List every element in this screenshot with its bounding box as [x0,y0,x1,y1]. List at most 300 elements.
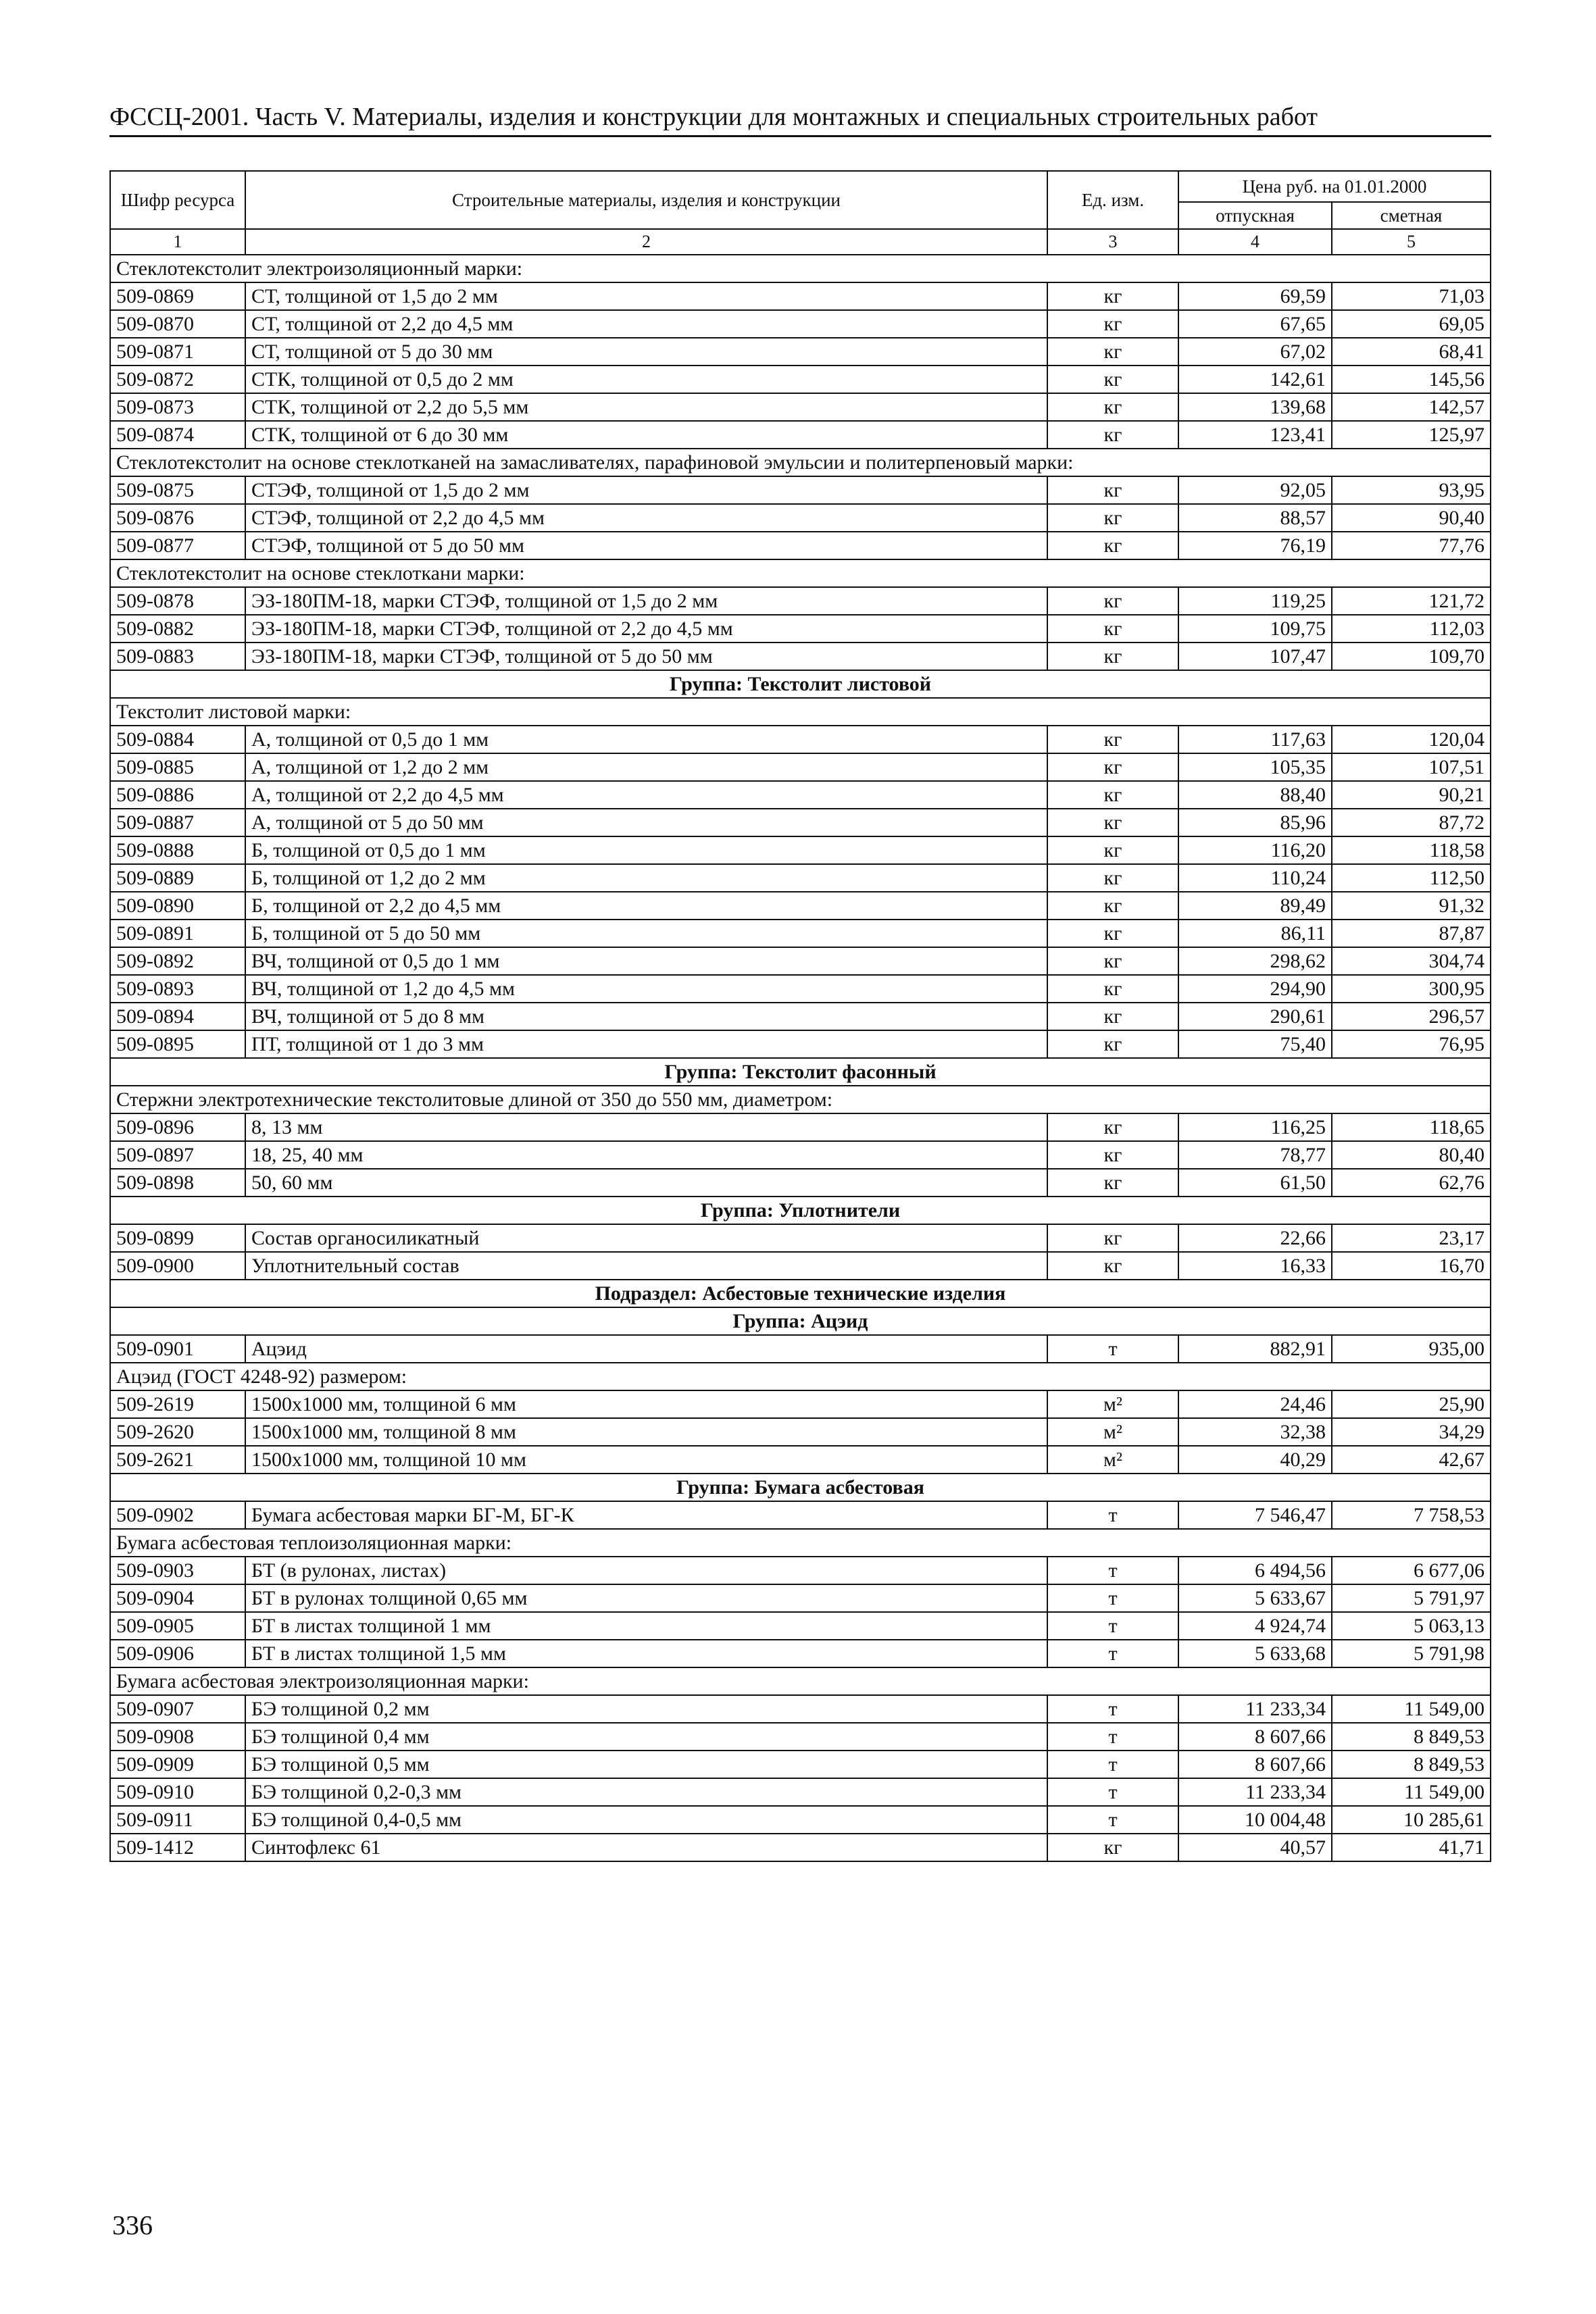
category-heading: Ацэид (ГОСТ 4248-92) размером: [110,1363,1491,1390]
estimate-price: 109,70 [1332,643,1491,670]
material-name: 8, 13 мм [245,1113,1047,1141]
unit-of-measure: м² [1047,1446,1178,1474]
unit-of-measure: т [1047,1584,1178,1612]
release-price: 11 233,34 [1178,1778,1332,1806]
material-name: БТ в рулонах толщиной 0,65 мм [245,1584,1047,1612]
estimate-price: 93,95 [1332,476,1491,504]
estimate-price: 300,95 [1332,975,1491,1003]
estimate-price: 296,57 [1332,1003,1491,1030]
estimate-price: 80,40 [1332,1141,1491,1169]
resource-code: 509-1412 [110,1834,245,1861]
resource-code: 509-0895 [110,1030,245,1058]
material-name: БЭ толщиной 0,5 мм [245,1751,1047,1778]
resource-code: 509-0873 [110,393,245,421]
release-price: 67,02 [1178,338,1332,366]
material-name: СТЭФ, толщиной от 2,2 до 4,5 мм [245,504,1047,532]
column-number: 4 [1178,229,1332,255]
estimate-price: 23,17 [1332,1224,1491,1252]
page-number: 336 [112,2210,153,2240]
unit-of-measure: т [1047,1557,1178,1584]
table-row [110,366,1491,393]
unit-of-measure: кг [1047,864,1178,892]
release-price: 67,65 [1178,310,1332,338]
table-body [110,255,1491,1861]
release-price: 123,41 [1178,421,1332,449]
table-row [110,1030,1491,1058]
release-price: 139,68 [1178,393,1332,421]
resource-code: 509-0871 [110,338,245,366]
subsection-title: Подраздел: Асбестовые технические изделия [110,1280,1491,1307]
resource-code: 509-0905 [110,1612,245,1640]
material-name: СТК, толщиной от 0,5 до 2 мм [245,366,1047,393]
table-row [110,1335,1491,1363]
unit-of-measure: м² [1047,1418,1178,1446]
material-name: ПТ, толщиной от 1 до 3 мм [245,1030,1047,1058]
material-name: БТ в листах толщиной 1,5 мм [245,1640,1047,1667]
unit-of-measure: кг [1047,836,1178,864]
resource-code: 509-0901 [110,1335,245,1363]
material-name: А, толщиной от 2,2 до 4,5 мм [245,781,1047,809]
unit-of-measure: т [1047,1695,1178,1723]
resource-code: 509-0899 [110,1224,245,1252]
resource-code: 509-0872 [110,366,245,393]
category-heading-row [110,698,1491,726]
release-price: 88,57 [1178,504,1332,532]
resource-code: 509-0870 [110,310,245,338]
table-row [110,975,1491,1003]
estimate-price: 77,76 [1332,532,1491,559]
table-row [110,726,1491,753]
estimate-price: 304,74 [1332,947,1491,975]
estimate-price: 125,97 [1332,421,1491,449]
unit-of-measure: кг [1047,1003,1178,1030]
material-name: СТ, толщиной от 2,2 до 4,5 мм [245,310,1047,338]
estimate-price: 8 849,53 [1332,1751,1491,1778]
unit-of-measure: кг [1047,781,1178,809]
unit-of-measure: кг [1047,643,1178,670]
material-name: ВЧ, толщиной от 0,5 до 1 мм [245,947,1047,975]
category-heading-row [110,559,1491,587]
resource-code: 509-0900 [110,1252,245,1280]
table-row [110,504,1491,532]
estimate-price: 118,58 [1332,836,1491,864]
category-heading-row [110,1363,1491,1390]
table-row [110,587,1491,615]
column-number: 5 [1332,229,1491,255]
estimate-price: 145,56 [1332,366,1491,393]
material-name: ЭЗ-180ПМ-18, марки СТЭФ, толщиной от 2,2 до 4,5 мм [245,615,1047,643]
estimate-price: 112,03 [1332,615,1491,643]
material-name: А, толщиной от 1,2 до 2 мм [245,753,1047,781]
resource-code: 509-0904 [110,1584,245,1612]
group-title-row [110,670,1491,698]
unit-of-measure: кг [1047,393,1178,421]
resource-code: 509-0885 [110,753,245,781]
unit-of-measure: кг [1047,1224,1178,1252]
unit-of-measure: кг [1047,366,1178,393]
estimate-price: 71,03 [1332,282,1491,310]
column-header-price: Цена руб. на 01.01.2000 [1178,171,1491,202]
resource-code: 509-0887 [110,809,245,836]
release-price: 107,47 [1178,643,1332,670]
resource-code: 509-0882 [110,615,245,643]
group-title-row [110,1058,1491,1086]
column-number: 3 [1047,229,1178,255]
table-row [110,421,1491,449]
table-row [110,864,1491,892]
table-row [110,1224,1491,1252]
table-row [110,615,1491,643]
estimate-price: 7 758,53 [1332,1501,1491,1529]
resource-code: 509-0897 [110,1141,245,1169]
resource-code: 509-0898 [110,1169,245,1197]
resource-code: 509-0878 [110,587,245,615]
estimate-price: 142,57 [1332,393,1491,421]
category-heading-row [110,449,1491,476]
resource-code: 509-0886 [110,781,245,809]
material-name: А, толщиной от 0,5 до 1 мм [245,726,1047,753]
resource-code: 509-0877 [110,532,245,559]
resource-code: 509-0907 [110,1695,245,1723]
unit-of-measure: т [1047,1640,1178,1667]
price-table [109,170,1491,1862]
resource-code: 509-0888 [110,836,245,864]
unit-of-measure: кг [1047,1113,1178,1141]
table-row [110,1723,1491,1751]
resource-code: 509-2620 [110,1418,245,1446]
estimate-price: 90,40 [1332,504,1491,532]
release-price: 86,11 [1178,920,1332,947]
table-row [110,1695,1491,1723]
table-row [110,1418,1491,1446]
subsection-title-row [110,1280,1491,1307]
estimate-price: 935,00 [1332,1335,1491,1363]
resource-code: 509-0892 [110,947,245,975]
unit-of-measure: кг [1047,587,1178,615]
table-row [110,1834,1491,1861]
table-row [110,1113,1491,1141]
column-header-release: отпускная [1178,202,1332,229]
material-name: СТ, толщиной от 5 до 30 мм [245,338,1047,366]
material-name: БЭ толщиной 0,2 мм [245,1695,1047,1723]
unit-of-measure: т [1047,1723,1178,1751]
table-row [110,643,1491,670]
unit-of-measure: кг [1047,1030,1178,1058]
page-header: ФССЦ-2001. Часть V. Материалы, изделия и конструкции для монтажных и специальных строительных работ [109,101,1491,137]
category-heading: Стеклотекстолит электроизоляционный марки: [110,255,1491,282]
resource-code: 509-0883 [110,643,245,670]
release-price: 7 546,47 [1178,1501,1332,1529]
release-price: 109,75 [1178,615,1332,643]
unit-of-measure: т [1047,1335,1178,1363]
group-title-row [110,1307,1491,1335]
table-row [110,1169,1491,1197]
material-name: СТЭФ, толщиной от 5 до 50 мм [245,532,1047,559]
estimate-price: 25,90 [1332,1390,1491,1418]
material-name: 1500х1000 мм, толщиной 10 мм [245,1446,1047,1474]
release-price: 882,91 [1178,1335,1332,1363]
group-title: Группа: Бумага асбестовая [110,1474,1491,1501]
table-row [110,1806,1491,1834]
material-name: БТ в листах толщиной 1 мм [245,1612,1047,1640]
release-price: 298,62 [1178,947,1332,975]
group-title-row [110,1474,1491,1501]
category-heading-row [110,1529,1491,1557]
column-header-estimate: сметная [1332,202,1491,229]
estimate-price: 121,72 [1332,587,1491,615]
table-row [110,1141,1491,1169]
estimate-price: 42,67 [1332,1446,1491,1474]
estimate-price: 11 549,00 [1332,1695,1491,1723]
table-row [110,282,1491,310]
unit-of-measure: кг [1047,532,1178,559]
material-name: Ацэид [245,1335,1047,1363]
unit-of-measure: кг [1047,1834,1178,1861]
material-name: 50, 60 мм [245,1169,1047,1197]
category-heading-row [110,1667,1491,1695]
estimate-price: 62,76 [1332,1169,1491,1197]
release-price: 24,46 [1178,1390,1332,1418]
estimate-price: 118,65 [1332,1113,1491,1141]
estimate-price: 91,32 [1332,892,1491,920]
estimate-price: 5 791,98 [1332,1640,1491,1667]
unit-of-measure: кг [1047,1252,1178,1280]
table-row [110,892,1491,920]
material-name: Б, толщиной от 5 до 50 мм [245,920,1047,947]
material-name: СТК, толщиной от 2,2 до 5,5 мм [245,393,1047,421]
release-price: 22,66 [1178,1224,1332,1252]
table-row [110,1252,1491,1280]
table-row [110,393,1491,421]
release-price: 89,49 [1178,892,1332,920]
material-name: Состав органосиликатный [245,1224,1047,1252]
release-price: 78,77 [1178,1141,1332,1169]
release-price: 16,33 [1178,1252,1332,1280]
category-heading: Стеклотекстолит на основе стеклоткани марки: [110,559,1491,587]
material-name: БЭ толщиной 0,4 мм [245,1723,1047,1751]
estimate-price: 90,21 [1332,781,1491,809]
category-heading: Бумага асбестовая теплоизоляционная марки: [110,1529,1491,1557]
release-price: 75,40 [1178,1030,1332,1058]
resource-code: 509-0910 [110,1778,245,1806]
release-price: 116,20 [1178,836,1332,864]
table-row [110,947,1491,975]
group-title-row [110,1197,1491,1224]
release-price: 88,40 [1178,781,1332,809]
release-price: 32,38 [1178,1418,1332,1446]
material-name: ЭЗ-180ПМ-18, марки СТЭФ, толщиной от 5 до 50 мм [245,643,1047,670]
unit-of-measure: кг [1047,282,1178,310]
unit-of-measure: т [1047,1806,1178,1834]
table-row [110,1778,1491,1806]
category-heading: Стержни электротехнические текстолитовые длиной от 350 до 550 мм, диаметром: [110,1086,1491,1113]
table-row [110,1640,1491,1667]
unit-of-measure: т [1047,1751,1178,1778]
estimate-price: 5 063,13 [1332,1612,1491,1640]
table-row [110,310,1491,338]
table-row [110,1501,1491,1529]
table-row [110,809,1491,836]
table-row [110,1003,1491,1030]
estimate-price: 76,95 [1332,1030,1491,1058]
table-row [110,1390,1491,1418]
resource-code: 509-0893 [110,975,245,1003]
release-price: 6 494,56 [1178,1557,1332,1584]
resource-code: 509-0874 [110,421,245,449]
table-row [110,1584,1491,1612]
unit-of-measure: кг [1047,753,1178,781]
table-row [110,532,1491,559]
material-name: 1500х1000 мм, толщиной 6 мм [245,1390,1047,1418]
unit-of-measure: кг [1047,615,1178,643]
unit-of-measure: кг [1047,504,1178,532]
table-row [110,338,1491,366]
resource-code: 509-0894 [110,1003,245,1030]
table-row [110,1446,1491,1474]
resource-code: 509-0906 [110,1640,245,1667]
resource-code: 509-0884 [110,726,245,753]
material-name: СТК, толщиной от 6 до 30 мм [245,421,1047,449]
release-price: 116,25 [1178,1113,1332,1141]
unit-of-measure: кг [1047,920,1178,947]
material-name: Б, толщиной от 1,2 до 2 мм [245,864,1047,892]
unit-of-measure: кг [1047,892,1178,920]
estimate-price: 120,04 [1332,726,1491,753]
estimate-price: 5 791,97 [1332,1584,1491,1612]
material-name: Уплотнительный состав [245,1252,1047,1280]
estimate-price: 6 677,06 [1332,1557,1491,1584]
release-price: 40,29 [1178,1446,1332,1474]
estimate-price: 107,51 [1332,753,1491,781]
unit-of-measure: кг [1047,1141,1178,1169]
estimate-price: 68,41 [1332,338,1491,366]
unit-of-measure: кг [1047,809,1178,836]
group-title: Группа: Уплотнители [110,1197,1491,1224]
release-price: 119,25 [1178,587,1332,615]
column-header-name: Строительные материалы, изделия и конструкции [245,171,1047,229]
release-price: 92,05 [1178,476,1332,504]
release-price: 10 004,48 [1178,1806,1332,1834]
unit-of-measure: кг [1047,947,1178,975]
table-row [110,476,1491,504]
material-name: СТЭФ, толщиной от 1,5 до 2 мм [245,476,1047,504]
material-name: Б, толщиной от 2,2 до 4,5 мм [245,892,1047,920]
estimate-price: 10 285,61 [1332,1806,1491,1834]
resource-code: 509-0876 [110,504,245,532]
release-price: 5 633,67 [1178,1584,1332,1612]
category-heading-row [110,1086,1491,1113]
table-row [110,1612,1491,1640]
release-price: 40,57 [1178,1834,1332,1861]
material-name: ВЧ, толщиной от 5 до 8 мм [245,1003,1047,1030]
estimate-price: 11 549,00 [1332,1778,1491,1806]
estimate-price: 112,50 [1332,864,1491,892]
estimate-price: 8 849,53 [1332,1723,1491,1751]
estimate-price: 69,05 [1332,310,1491,338]
release-price: 142,61 [1178,366,1332,393]
table-row [110,920,1491,947]
table-row [110,1557,1491,1584]
release-price: 110,24 [1178,864,1332,892]
release-price: 4 924,74 [1178,1612,1332,1640]
material-name: А, толщиной от 5 до 50 мм [245,809,1047,836]
release-price: 85,96 [1178,809,1332,836]
release-price: 8 607,66 [1178,1723,1332,1751]
resource-code: 509-0869 [110,282,245,310]
column-header-unit: Ед. изм. [1047,171,1178,229]
resource-code: 509-0890 [110,892,245,920]
estimate-price: 87,72 [1332,809,1491,836]
material-name: Бумага асбестовая марки БГ-М, БГ-К [245,1501,1047,1529]
unit-of-measure: т [1047,1612,1178,1640]
group-title: Группа: Ацэид [110,1307,1491,1335]
release-price: 69,59 [1178,282,1332,310]
release-price: 117,63 [1178,726,1332,753]
material-name: БЭ толщиной 0,2-0,3 мм [245,1778,1047,1806]
estimate-price: 16,70 [1332,1252,1491,1280]
resource-code: 509-0875 [110,476,245,504]
unit-of-measure: т [1047,1501,1178,1529]
material-name: БЭ толщиной 0,4-0,5 мм [245,1806,1047,1834]
resource-code: 509-2619 [110,1390,245,1418]
estimate-price: 41,71 [1332,1834,1491,1861]
group-title: Группа: Текстолит фасонный [110,1058,1491,1086]
table-row [110,781,1491,809]
category-heading: Стеклотекстолит на основе стеклотканей на замасливателях, парафиновой эмульсии и политерпеновый марки: [110,449,1491,476]
resource-code: 509-2621 [110,1446,245,1474]
column-number: 2 [245,229,1047,255]
unit-of-measure: кг [1047,338,1178,366]
release-price: 61,50 [1178,1169,1332,1197]
column-number: 1 [110,229,245,255]
unit-of-measure: м² [1047,1390,1178,1418]
unit-of-measure: кг [1047,1169,1178,1197]
resource-code: 509-0908 [110,1723,245,1751]
material-name: Синтофлекс 61 [245,1834,1047,1861]
unit-of-measure: кг [1047,421,1178,449]
release-price: 8 607,66 [1178,1751,1332,1778]
unit-of-measure: кг [1047,726,1178,753]
category-heading-row [110,255,1491,282]
column-header-code: Шифр ресурса [110,171,245,229]
table-row [110,753,1491,781]
material-name: ЭЗ-180ПМ-18, марки СТЭФ, толщиной от 1,5 до 2 мм [245,587,1047,615]
resource-code: 509-0902 [110,1501,245,1529]
resource-code: 509-0911 [110,1806,245,1834]
material-name: БТ (в рулонах, листах) [245,1557,1047,1584]
estimate-price: 34,29 [1332,1418,1491,1446]
material-name: Б, толщиной от 0,5 до 1 мм [245,836,1047,864]
unit-of-measure: кг [1047,310,1178,338]
table-row [110,1751,1491,1778]
release-price: 290,61 [1178,1003,1332,1030]
category-heading: Текстолит листовой марки: [110,698,1491,726]
resource-code: 509-0903 [110,1557,245,1584]
material-name: 18, 25, 40 мм [245,1141,1047,1169]
material-name: СТ, толщиной от 1,5 до 2 мм [245,282,1047,310]
resource-code: 509-0891 [110,920,245,947]
release-price: 76,19 [1178,532,1332,559]
resource-code: 509-0909 [110,1751,245,1778]
resource-code: 509-0889 [110,864,245,892]
material-name: 1500х1000 мм, толщиной 8 мм [245,1418,1047,1446]
resource-code: 509-0896 [110,1113,245,1141]
release-price: 11 233,34 [1178,1695,1332,1723]
unit-of-measure: кг [1047,975,1178,1003]
unit-of-measure: т [1047,1778,1178,1806]
unit-of-measure: кг [1047,476,1178,504]
estimate-price: 87,87 [1332,920,1491,947]
